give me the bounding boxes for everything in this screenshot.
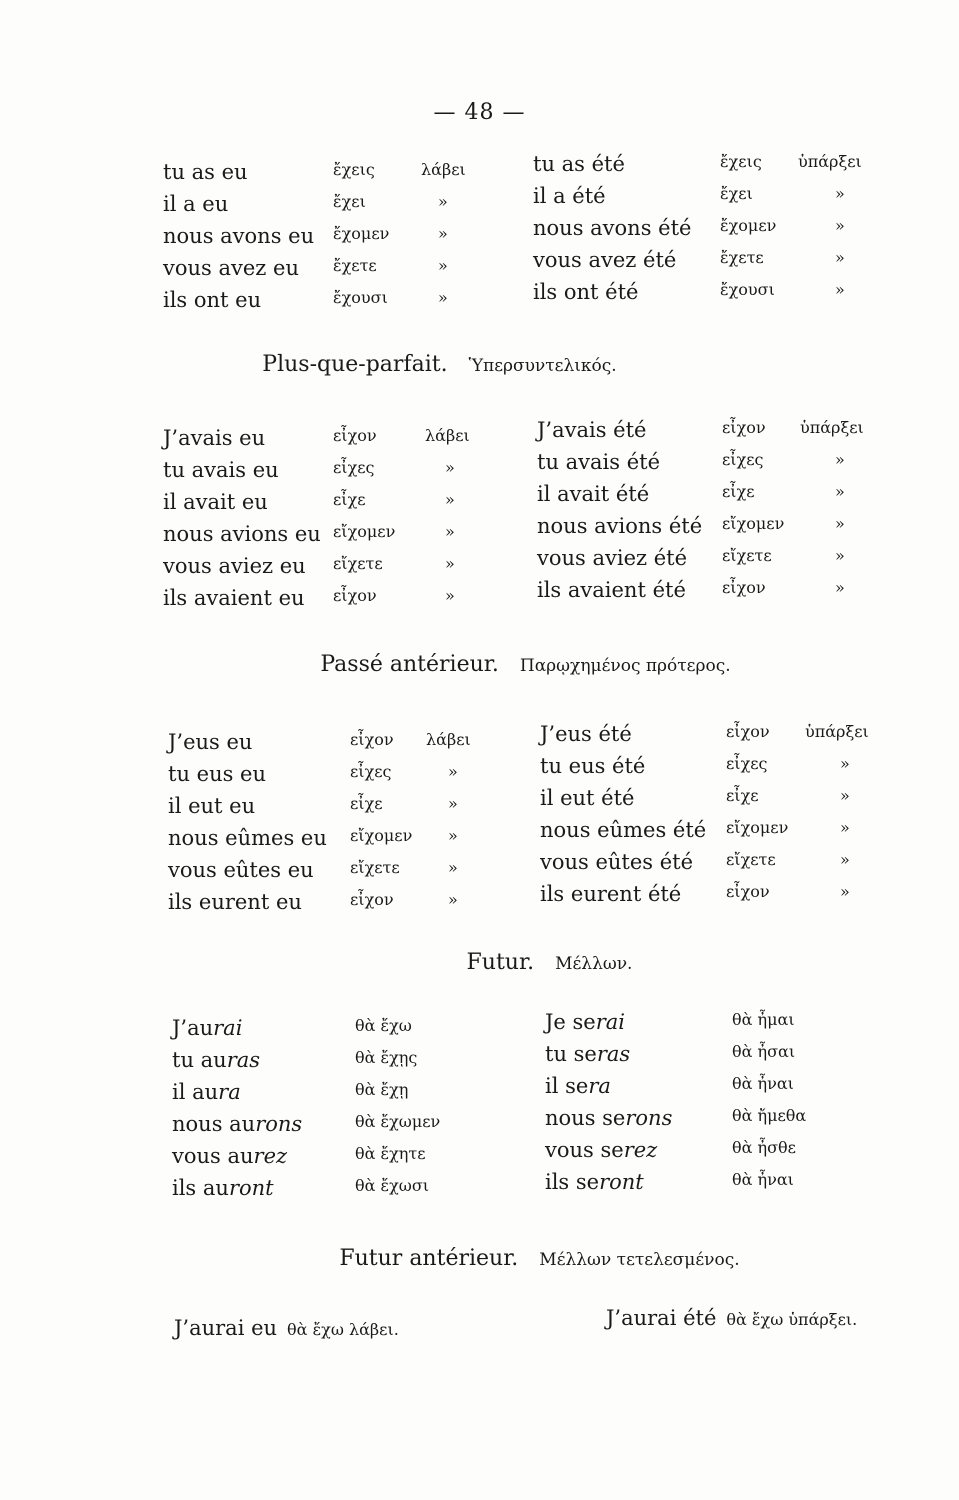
greek-form: εἶχον — [350, 890, 394, 909]
greek-form: ἔχουσι — [333, 288, 388, 307]
greek-form: εἶχε — [726, 786, 759, 805]
french-form: J’aurai été — [606, 1306, 717, 1330]
ditto-mark: » — [445, 586, 455, 605]
french-form: tu as été — [533, 152, 625, 176]
greek-form: εἶχες — [333, 458, 375, 477]
greek-form: ἔχεις — [333, 160, 375, 179]
french-form: ils avaient eu — [163, 586, 305, 610]
french-form: il eut eu — [168, 794, 256, 818]
greek-form: θὰ ἦμαι — [732, 1010, 795, 1029]
greek-form: ἔχετε — [720, 248, 764, 267]
greek-form: θὰ ἦσαι — [732, 1042, 796, 1061]
french-form — [172, 1048, 260, 1072]
french-form: vous aviez eu — [163, 554, 306, 578]
french-form — [545, 1106, 672, 1130]
greek-participle: λάβει — [425, 426, 470, 445]
french-form: tu eus eu — [168, 762, 266, 786]
heading-french: Plus-que-parfait. — [262, 352, 448, 377]
verb-ending: rons — [255, 1112, 303, 1136]
greek-form: εἴχετε — [722, 546, 772, 565]
greek-form: θὰ ἔχῃ — [355, 1080, 409, 1099]
french-form — [172, 1144, 287, 1168]
french-form: ils eurent eu — [168, 890, 302, 914]
verb-stem: tu au — [172, 1048, 227, 1072]
french-form — [172, 1112, 302, 1136]
greek-form: θὰ ἔχωσι — [355, 1176, 430, 1195]
greek-form: εἶχε — [722, 482, 755, 501]
verb-ending: ras — [596, 1042, 631, 1066]
french-form: ils eurent été — [540, 882, 682, 906]
verb-ending: rai — [213, 1016, 243, 1040]
french-form: il eut été — [540, 786, 635, 810]
heading-greek: Μέλλων. — [555, 954, 633, 974]
greek-form: εἶχες — [350, 762, 392, 781]
ditto-mark: » — [835, 578, 845, 597]
ditto-mark: » — [835, 514, 845, 533]
french-form: J’avais eu — [163, 426, 266, 450]
greek-form: εἶχε — [333, 490, 366, 509]
ditto-mark: » — [448, 890, 458, 909]
greek-form: εἶχον — [726, 722, 770, 741]
greek-form: εἴχομεν — [726, 818, 789, 837]
ditto-mark: » — [840, 818, 850, 837]
ditto-mark: » — [835, 546, 845, 565]
verb-ending: ras — [226, 1048, 261, 1072]
ditto-mark: » — [438, 288, 448, 307]
greek-form: εἴχομεν — [333, 522, 396, 541]
verb-stem: il se — [545, 1074, 589, 1098]
greek-form: ἔχεις — [720, 152, 762, 171]
greek-form: θὰ ἔχητε — [355, 1144, 426, 1163]
greek-form: ἔχει — [333, 192, 366, 211]
verb-stem: vous se — [545, 1138, 624, 1162]
verb-stem: nous se — [545, 1106, 626, 1130]
greek-form: θὰ ἔχω λάβει. — [287, 1320, 399, 1339]
french-form: tu eus été — [540, 754, 646, 778]
french-form: ils avaient été — [537, 578, 686, 602]
ditto-mark: » — [448, 858, 458, 877]
verb-stem: il au — [172, 1080, 219, 1104]
greek-form: ἔχομεν — [720, 216, 777, 235]
greek-form: ἔχουσι — [720, 280, 775, 299]
french-form: J’eus eu — [168, 730, 253, 754]
greek-form: ἔχει — [720, 184, 753, 203]
greek-form: εἶχες — [722, 450, 764, 469]
greek-form: θὰ ἦσθε — [732, 1138, 796, 1157]
greek-form: θὰ ἔχω ὑπάρξει. — [726, 1310, 858, 1329]
greek-participle: ὑπάρξει — [798, 152, 862, 171]
greek-form: εἶχον — [722, 418, 766, 437]
heading-greek: Παρῳχημένος πρότερος. — [519, 656, 731, 676]
greek-participle: ὑπάρξει — [800, 418, 864, 437]
greek-form: εἴχομεν — [722, 514, 785, 533]
french-form: tu as eu — [163, 160, 248, 184]
verb-ending: rez — [253, 1144, 288, 1168]
ditto-mark: » — [840, 754, 850, 773]
ditto-mark: » — [448, 794, 458, 813]
greek-form: εἶχον — [722, 578, 766, 597]
french-form — [172, 1080, 241, 1104]
ditto-mark: » — [835, 482, 845, 501]
french-form — [545, 1042, 630, 1066]
french-form: tu avais été — [537, 450, 661, 474]
greek-form: εἴχετε — [333, 554, 383, 573]
ditto-mark: » — [445, 522, 455, 541]
greek-form: ἔχομεν — [333, 224, 390, 243]
greek-form: ἔχετε — [333, 256, 377, 275]
ditto-mark: » — [445, 554, 455, 573]
french-form: il a été — [533, 184, 606, 208]
french-form: J’eus été — [540, 722, 632, 746]
greek-form: εἶχες — [726, 754, 768, 773]
ditto-mark: » — [448, 762, 458, 781]
heading-plus-que-parfait — [0, 352, 919, 377]
heading-french: Futur. — [466, 950, 535, 975]
page-number: — 48 — — [433, 100, 526, 125]
greek-form: εἶχε — [350, 794, 383, 813]
verb-ending: ra — [218, 1080, 241, 1104]
ditto-mark: » — [840, 850, 850, 869]
heading-passe-anterieur — [46, 652, 959, 677]
greek-form: θὰ ἔχωμεν — [355, 1112, 441, 1131]
french-form — [172, 1176, 274, 1200]
greek-form: εἴχετε — [726, 850, 776, 869]
greek-form: θὰ ἦναι — [732, 1170, 794, 1189]
ditto-mark: » — [835, 248, 845, 267]
greek-form: θὰ ἦναι — [732, 1074, 794, 1093]
ditto-mark: » — [840, 786, 850, 805]
french-form — [172, 1016, 242, 1040]
ditto-mark: » — [835, 450, 845, 469]
verb-ending: ront — [228, 1176, 274, 1200]
heading-french: Futur antérieur. — [339, 1246, 519, 1271]
french-form: J’avais été — [537, 418, 647, 442]
greek-form: θὰ ἔχῃς — [355, 1048, 418, 1067]
french-form: il avait eu — [163, 490, 268, 514]
greek-form: θὰ ἔχω — [355, 1016, 412, 1035]
greek-participle: λάβει — [421, 160, 466, 179]
futur-anterieur-avoir — [174, 1316, 399, 1340]
greek-form: εἶχον — [350, 730, 394, 749]
french-form: J’aurai eu — [174, 1316, 278, 1340]
french-form: il a eu — [163, 192, 229, 216]
heading-futur — [70, 950, 959, 975]
verb-ending: ra — [588, 1074, 611, 1098]
greek-form: εἴχετε — [350, 858, 400, 877]
ditto-mark: » — [438, 224, 448, 243]
ditto-mark: » — [438, 192, 448, 211]
ditto-mark: » — [835, 280, 845, 299]
verb-ending: ront — [599, 1170, 644, 1194]
french-form: ils ont eu — [163, 288, 262, 312]
verb-stem: Je se — [545, 1010, 596, 1034]
french-form: vous aviez été — [537, 546, 688, 570]
greek-form: εἶχον — [726, 882, 770, 901]
greek-form: θὰ ἤμεθα — [732, 1106, 807, 1125]
verb-stem: tu se — [545, 1042, 597, 1066]
verb-stem: nous au — [172, 1112, 256, 1136]
heading-greek: Ὑπερσυντελικός. — [468, 356, 617, 376]
greek-participle: ὑπάρξει — [805, 722, 869, 741]
greek-form: εἶχον — [333, 426, 377, 445]
french-form: nous eûmes eu — [168, 826, 327, 850]
french-form: nous avons eu — [163, 224, 315, 248]
verb-ending: rez — [623, 1138, 658, 1162]
french-form: vous eûtes été — [540, 850, 694, 874]
french-form: il avait été — [537, 482, 650, 506]
french-form — [545, 1138, 657, 1162]
ditto-mark: » — [835, 184, 845, 203]
ditto-mark: » — [835, 216, 845, 235]
ditto-mark: » — [445, 458, 455, 477]
french-form: nous eûmes été — [540, 818, 707, 842]
verb-stem: vous au — [172, 1144, 254, 1168]
verb-stem: ils se — [545, 1170, 600, 1194]
futur-anterieur-etre — [606, 1306, 857, 1330]
french-form: ils ont été — [533, 280, 639, 304]
greek-form: εἶχον — [333, 586, 377, 605]
greek-form: εἴχομεν — [350, 826, 413, 845]
verb-stem: ils au — [172, 1176, 229, 1200]
heading-futur-anterieur — [60, 1246, 959, 1271]
ditto-mark: » — [445, 490, 455, 509]
ditto-mark: » — [840, 882, 850, 901]
verb-stem: J’au — [172, 1016, 214, 1040]
french-form — [545, 1010, 625, 1034]
french-form: nous avions été — [537, 514, 703, 538]
french-form: vous eûtes eu — [168, 858, 314, 882]
ditto-mark: » — [448, 826, 458, 845]
french-form: nous avons été — [533, 216, 692, 240]
heading-french: Passé antérieur. — [320, 652, 499, 677]
heading-greek: Μέλλων τετελεσμένος. — [539, 1250, 740, 1270]
french-form: tu avais eu — [163, 458, 279, 482]
greek-participle: λάβει — [426, 730, 471, 749]
verb-ending: rai — [595, 1010, 626, 1034]
french-form: nous avions eu — [163, 522, 321, 546]
french-form: vous avez eu — [163, 256, 299, 280]
verb-ending: rons — [625, 1106, 673, 1130]
french-form — [545, 1170, 644, 1194]
french-form: vous avez été — [533, 248, 677, 272]
ditto-mark: » — [438, 256, 448, 275]
french-form — [545, 1074, 611, 1098]
